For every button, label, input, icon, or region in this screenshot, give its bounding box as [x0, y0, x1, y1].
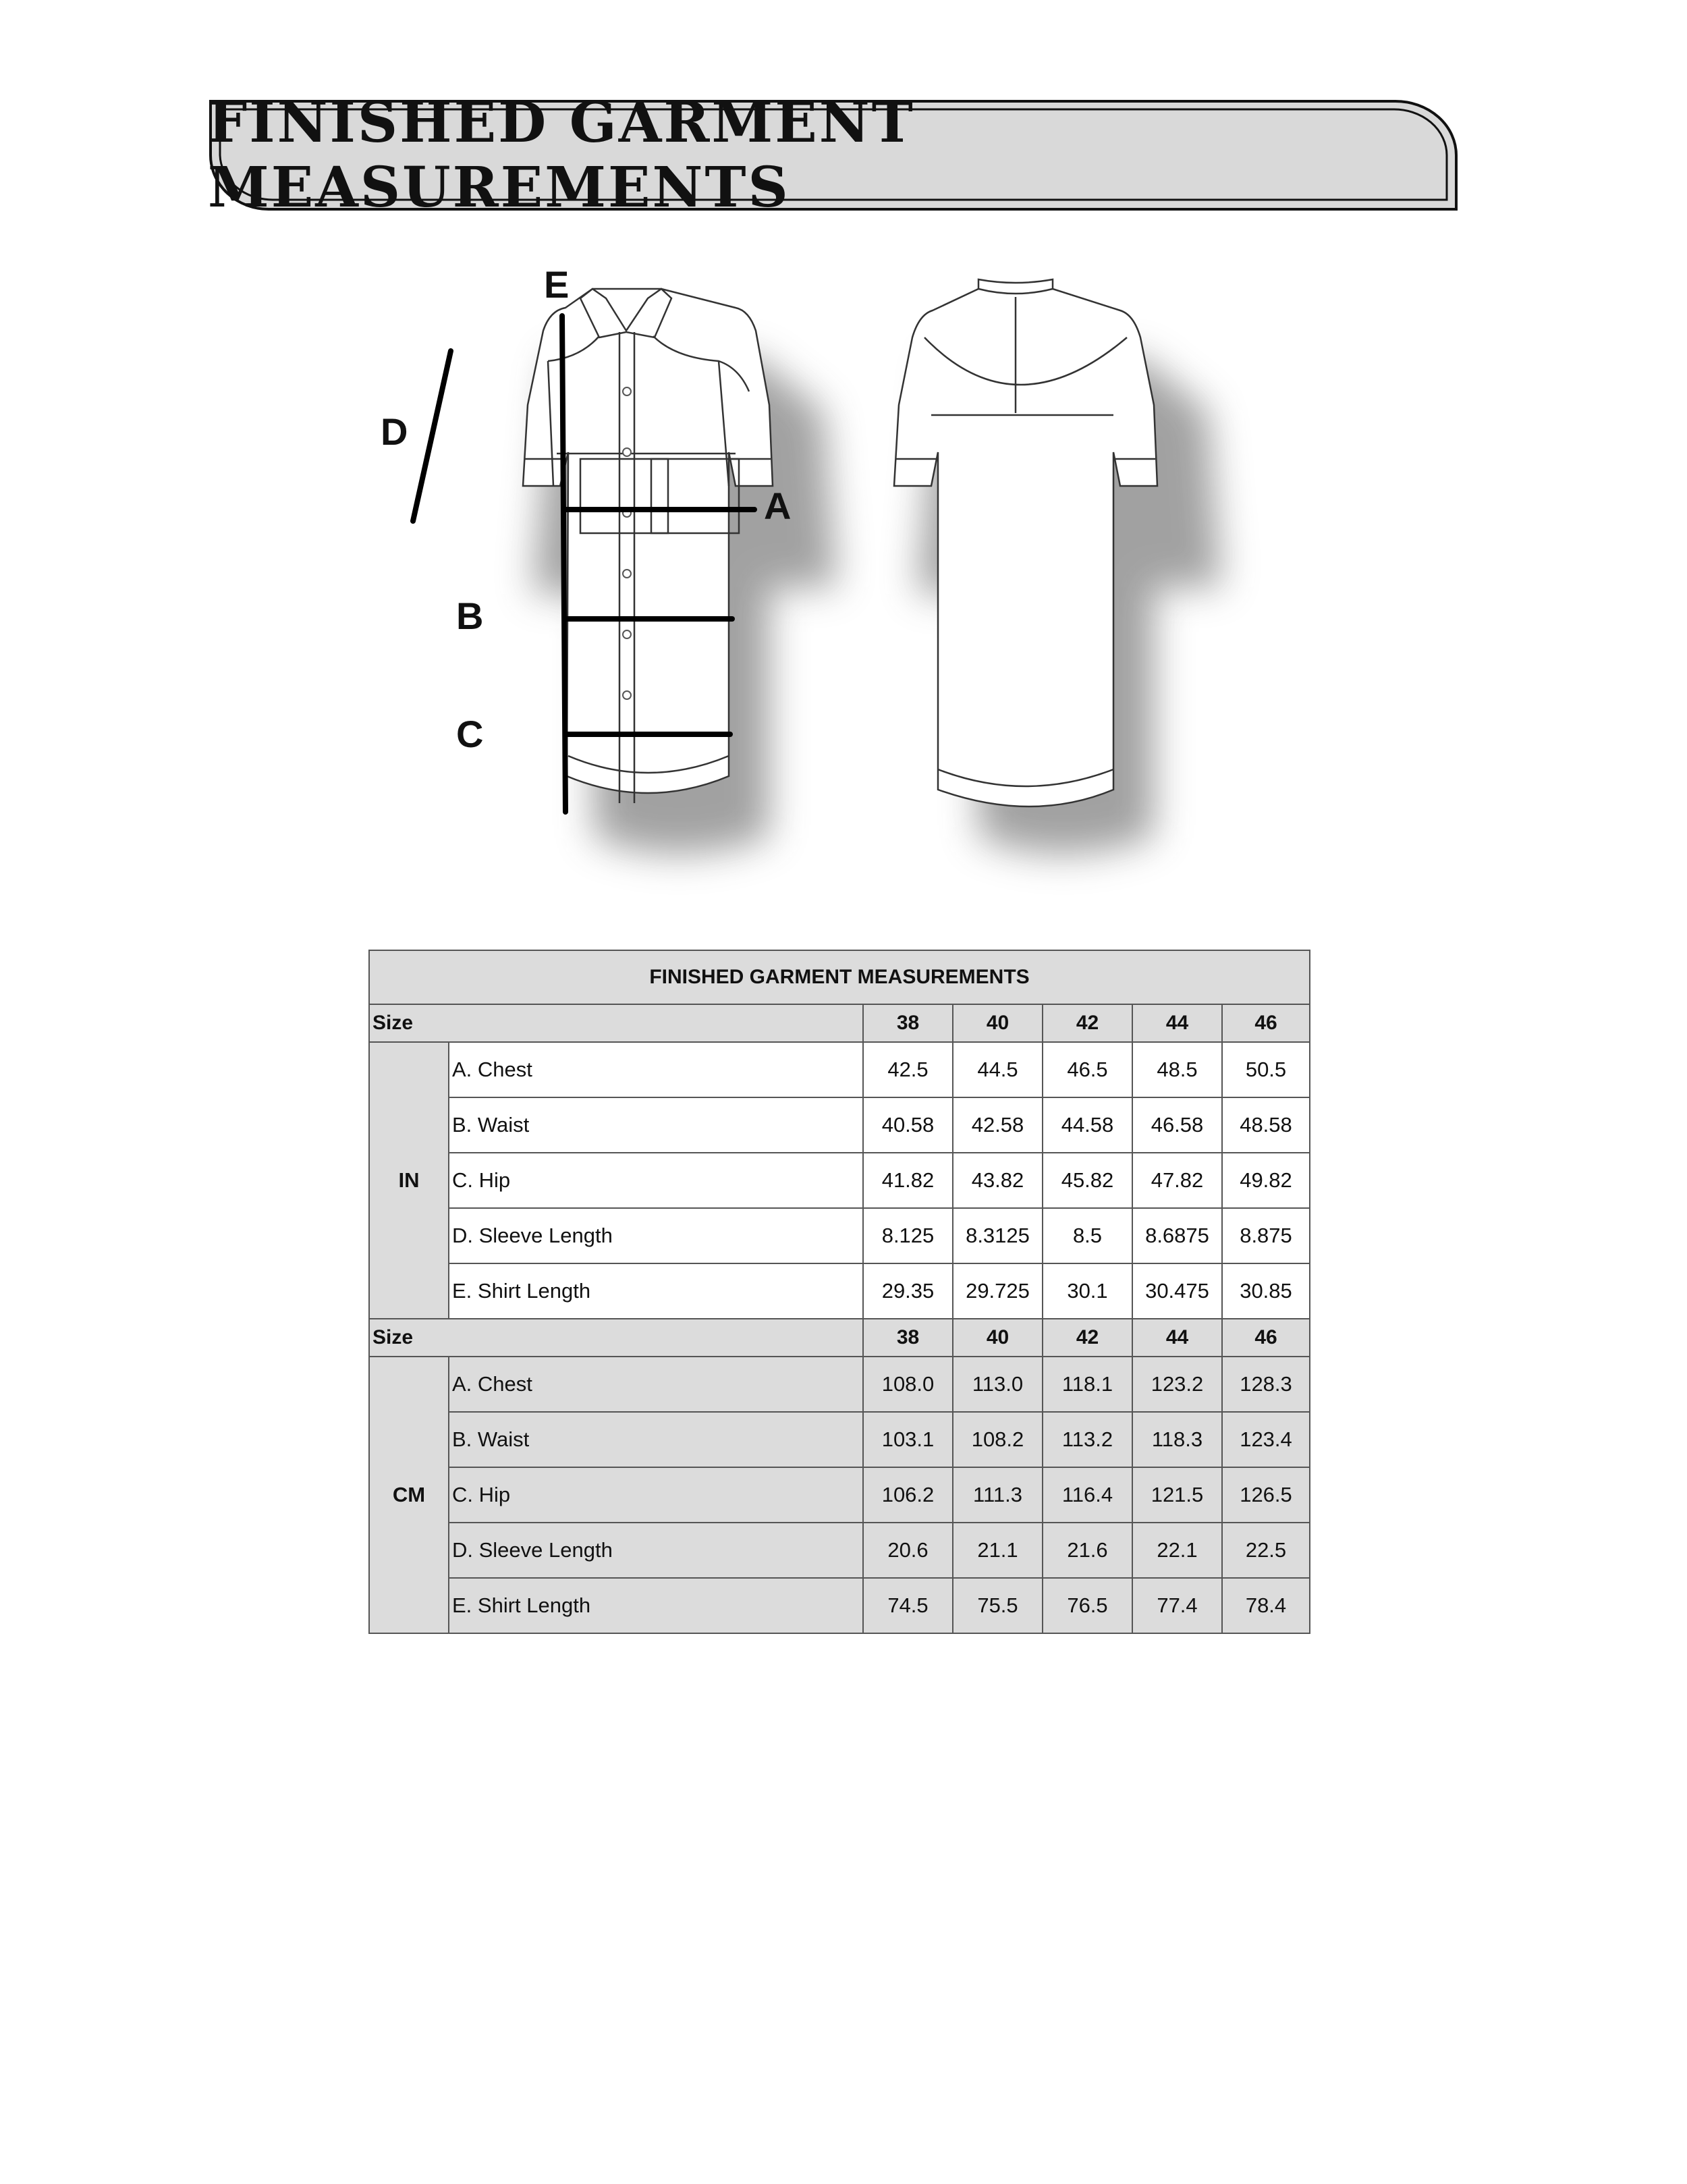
measure-value: 43.82 — [953, 1153, 1043, 1208]
measurement-table — [368, 950, 1310, 1634]
measure-value: 21.1 — [953, 1523, 1043, 1578]
measure-value: 74.5 — [863, 1578, 953, 1633]
label-d: D — [381, 410, 408, 453]
measure-value: 113.2 — [1043, 1412, 1132, 1467]
unit-label-in: IN — [369, 1042, 449, 1319]
measure-value: 29.35 — [863, 1263, 953, 1319]
size-46: 46 — [1222, 1004, 1310, 1042]
measure-name: A. Chest — [449, 1357, 863, 1412]
label-c: C — [456, 713, 484, 755]
measure-value: 44.5 — [953, 1042, 1043, 1097]
length-line — [562, 316, 565, 812]
measure-value: 108.2 — [953, 1412, 1043, 1467]
measure-value: 121.5 — [1132, 1467, 1222, 1523]
size-40: 40 — [953, 1004, 1043, 1042]
measure-value: 21.6 — [1043, 1523, 1132, 1578]
measure-value: 103.1 — [863, 1412, 953, 1467]
table-row — [369, 1208, 1310, 1263]
size-38: 38 — [863, 1004, 953, 1042]
measure-value: 118.1 — [1043, 1357, 1132, 1412]
size-header-row — [369, 1004, 1310, 1042]
measure-value: 30.1 — [1043, 1263, 1132, 1319]
size-46: 46 — [1222, 1319, 1310, 1357]
measure-value: 22.5 — [1222, 1523, 1310, 1578]
label-e: E — [544, 263, 570, 306]
label-a: A — [764, 485, 792, 527]
measure-value: 49.82 — [1222, 1153, 1310, 1208]
measure-value: 118.3 — [1132, 1412, 1222, 1467]
measure-value: 29.725 — [953, 1263, 1043, 1319]
measure-name: B. Waist — [449, 1412, 863, 1467]
table-row — [369, 1153, 1310, 1208]
shirt-diagram — [351, 256, 1363, 918]
measure-value: 48.5 — [1132, 1042, 1222, 1097]
measure-value: 41.82 — [863, 1153, 953, 1208]
measure-value: 116.4 — [1043, 1467, 1132, 1523]
size-42: 42 — [1043, 1319, 1132, 1357]
measure-value: 113.0 — [953, 1357, 1043, 1412]
table-row — [369, 1467, 1310, 1523]
page-title: FINISHED GARMENT MEASUREMENTS — [208, 90, 915, 220]
measure-name: E. Shirt Length — [449, 1578, 863, 1633]
measure-value: 8.5 — [1043, 1208, 1132, 1263]
measure-value: 46.58 — [1132, 1097, 1222, 1153]
table-row — [369, 1263, 1310, 1319]
title-banner — [208, 90, 1459, 220]
size-label: Size — [369, 1319, 863, 1357]
measure-value: 77.4 — [1132, 1578, 1222, 1633]
measure-name: C. Hip — [449, 1153, 863, 1208]
measure-value: 111.3 — [953, 1467, 1043, 1523]
measure-value: 46.5 — [1043, 1042, 1132, 1097]
size-38: 38 — [863, 1319, 953, 1357]
measure-value: 108.0 — [863, 1357, 953, 1412]
measure-value: 78.4 — [1222, 1578, 1310, 1633]
size-44: 44 — [1132, 1004, 1222, 1042]
measure-value: 42.58 — [953, 1097, 1043, 1153]
measure-name: A. Chest — [449, 1042, 863, 1097]
measure-value: 44.58 — [1043, 1097, 1132, 1153]
measure-value: 106.2 — [863, 1467, 953, 1523]
measure-value: 45.82 — [1043, 1153, 1132, 1208]
measure-name: E. Shirt Length — [449, 1263, 863, 1319]
measure-value: 126.5 — [1222, 1467, 1310, 1523]
shirt-illustration — [351, 256, 1363, 918]
measure-value: 22.1 — [1132, 1523, 1222, 1578]
measure-name: C. Hip — [449, 1467, 863, 1523]
measure-value: 30.475 — [1132, 1263, 1222, 1319]
measure-value: 8.875 — [1222, 1208, 1310, 1263]
table-row — [369, 1578, 1310, 1633]
measure-name: D. Sleeve Length — [449, 1208, 863, 1263]
measure-value: 75.5 — [953, 1578, 1043, 1633]
measure-name: D. Sleeve Length — [449, 1523, 863, 1578]
measure-value: 30.85 — [1222, 1263, 1310, 1319]
unit-label-cm: CM — [369, 1357, 449, 1633]
table-row — [369, 1357, 1310, 1412]
size-44: 44 — [1132, 1319, 1222, 1357]
table-row — [369, 1412, 1310, 1467]
measure-value: 8.6875 — [1132, 1208, 1222, 1263]
measure-value: 50.5 — [1222, 1042, 1310, 1097]
table-title: FINISHED GARMENT MEASUREMENTS — [369, 950, 1310, 1004]
label-b: B — [456, 595, 484, 637]
measure-value: 47.82 — [1132, 1153, 1222, 1208]
size-42: 42 — [1043, 1004, 1132, 1042]
measure-value: 8.125 — [863, 1208, 953, 1263]
measure-value: 20.6 — [863, 1523, 953, 1578]
measure-value: 42.5 — [863, 1042, 953, 1097]
measure-value: 123.2 — [1132, 1357, 1222, 1412]
size-40: 40 — [953, 1319, 1043, 1357]
table-row — [369, 1523, 1310, 1578]
measure-value: 48.58 — [1222, 1097, 1310, 1153]
table-row — [369, 1042, 1310, 1097]
measure-value: 40.58 — [863, 1097, 953, 1153]
measure-value: 123.4 — [1222, 1412, 1310, 1467]
measure-value: 8.3125 — [953, 1208, 1043, 1263]
measure-value: 128.3 — [1222, 1357, 1310, 1412]
size-label: Size — [369, 1004, 863, 1042]
measure-name: B. Waist — [449, 1097, 863, 1153]
size-header-row — [369, 1319, 1310, 1357]
table-row — [369, 1097, 1310, 1153]
sleeve-line — [413, 351, 451, 521]
measure-value: 76.5 — [1043, 1578, 1132, 1633]
